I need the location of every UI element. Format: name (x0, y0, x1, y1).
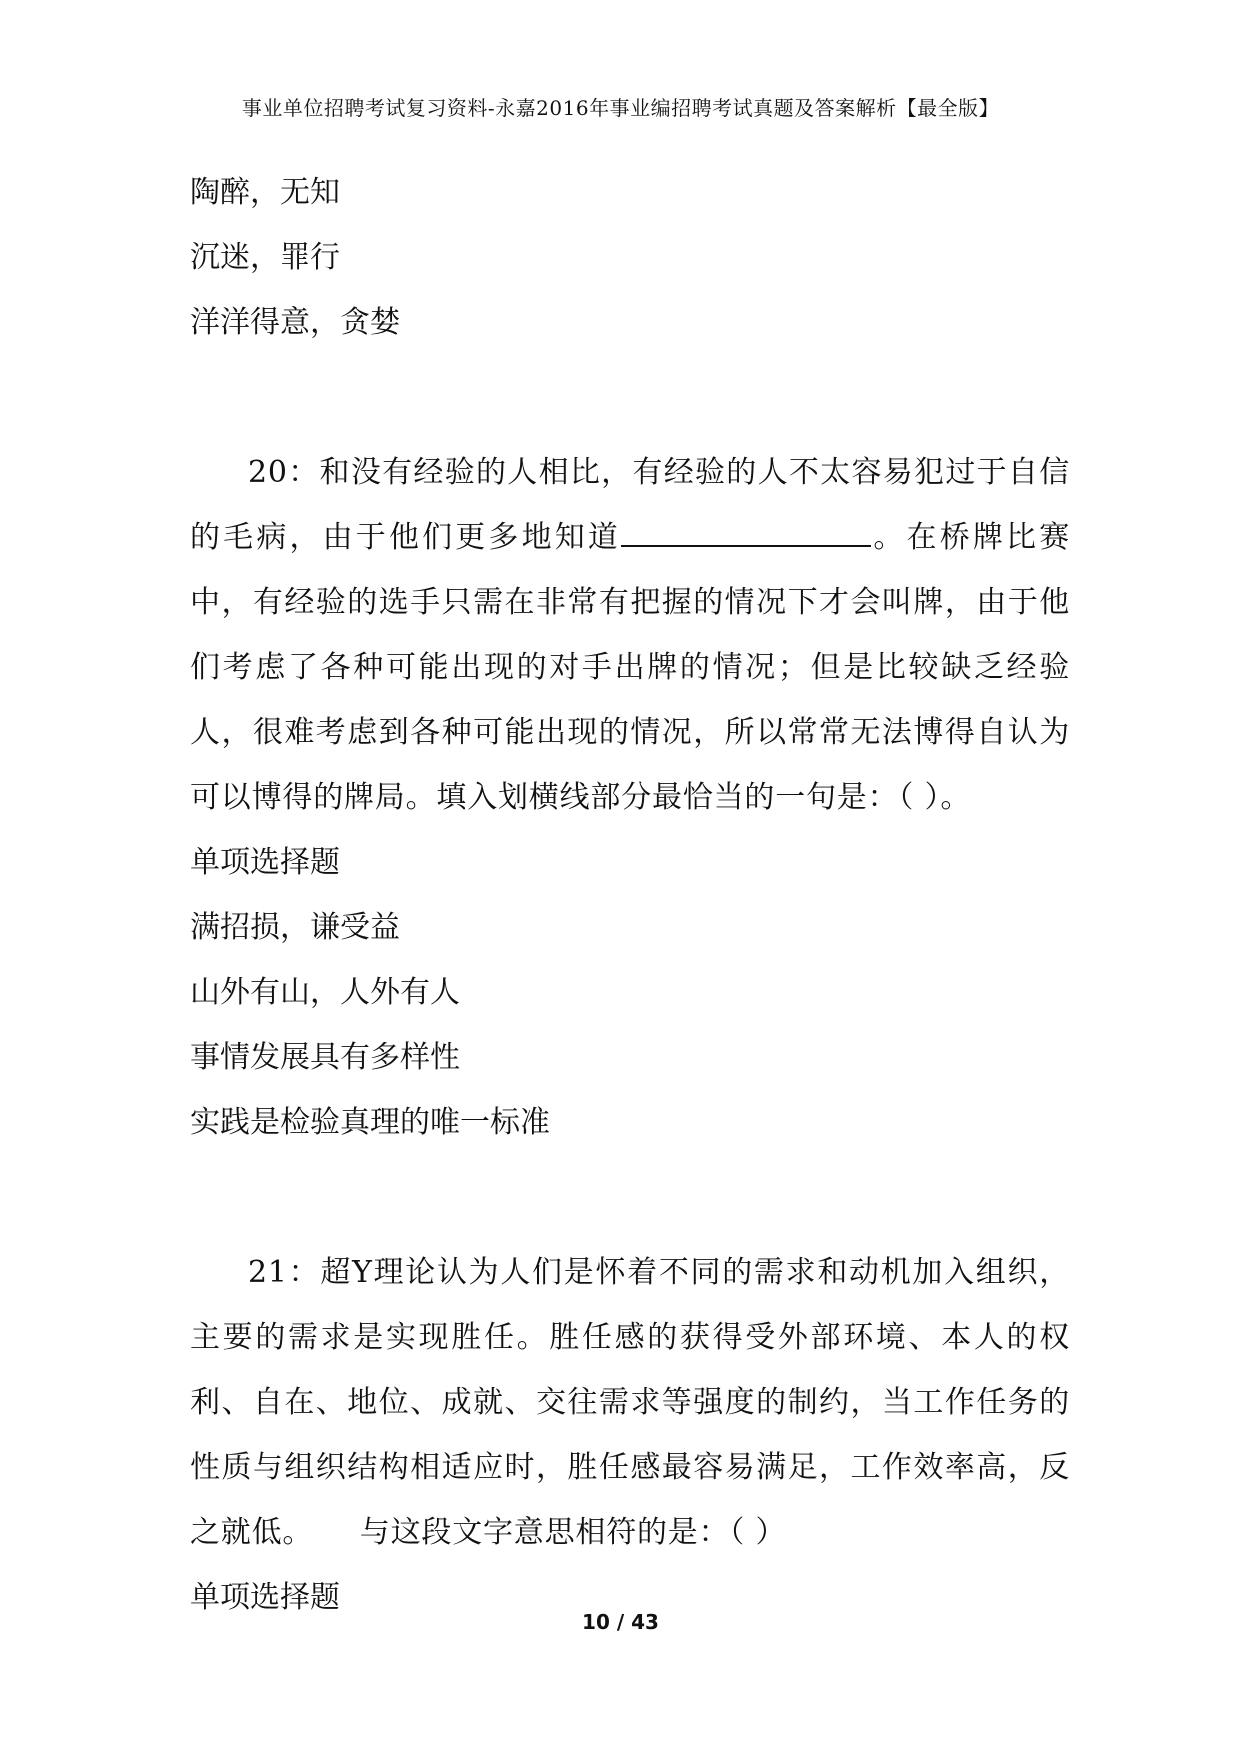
question-type: 单项选择题 (190, 845, 340, 880)
fill-blank (621, 515, 871, 547)
option-text: 陶醉，无知 (190, 175, 340, 210)
document-header: 事业单位招聘考试复习资料-永嘉2016年事业编招聘考试真题及答案解析【最全版】 (241, 96, 1000, 120)
question-20-text-before: 20：和没有经验的人相比，有经验的人不太容易犯过于自信的毛病，由于他们更多地知道 (190, 455, 1070, 555)
option-text: 山外有山，人外有人 (190, 975, 460, 1010)
question-20 (190, 440, 1070, 830)
option-text: 满招损，谦受益 (190, 910, 400, 945)
question-20-text-after: 。在桥牌比赛中，有经验的选手只需在非常有把握的情况下才会叫牌，由于他们考虑了各种可能出现的对手出牌的情况；但是比较缺乏经验人，很难考虑到各种可能出现的情况，所以常常无法博得自认为可以博得的牌局。填入划横线部分最恰当的一句是：（ ）。 (190, 520, 1070, 815)
question-21: 21：超Y理论认为人们是怀着不同的需求和动机加入组织，主要的需求是实现胜任。胜任感的获得受外部环境、本人的权利、自在、地位、成就、交往需求等强度的制约，当工作任务的性质与组织结构相适应时，胜任感最容易满足，工作效率高，反之就低。 与这段文字意思相符的是：（ ） (190, 1255, 1070, 1550)
page-number: 10 / 43 (582, 1610, 659, 1634)
question-type: 单项选择题 (190, 1580, 340, 1615)
option-text: 实践是检验真理的唯一标准 (190, 1105, 550, 1140)
option-text: 洋洋得意，贪婪 (190, 305, 400, 340)
page-content (190, 160, 1070, 1630)
option-text: 沉迷，罪行 (190, 240, 340, 275)
spacer (190, 1155, 1070, 1223)
option-text: 事情发展具有多样性 (190, 1040, 460, 1075)
spacer (190, 355, 1070, 423)
